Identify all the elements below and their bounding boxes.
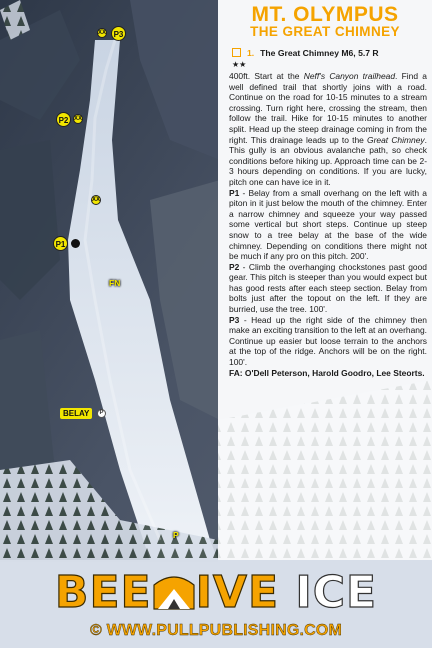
- beehive-icon: [152, 571, 196, 611]
- checkbox-icon: [232, 48, 241, 57]
- anchor-icon: XX: [92, 197, 101, 203]
- piton-icon: [71, 239, 80, 248]
- logo-text: ICE: [295, 567, 378, 618]
- pitch-3-paragraph: [229, 315, 427, 368]
- route-description: [229, 71, 427, 378]
- route-stars: ★★: [232, 60, 247, 69]
- approach-text: 400ft. Start at the: [229, 71, 304, 81]
- website-url[interactable]: © WWW.PULLPUBLISHING.COM: [89, 622, 343, 639]
- pitch-1-text: - Belay from a small overhang on the left with a piton in it just below the mouth of the chimney. Enter a narrow chimney and squeeze your way passed some vertical but short steps. Continue up steep snow to a tree belay at the base of the wide chimney. Depending on conditions there might not be much if any pro on this pitch. 200'.: [229, 187, 427, 262]
- pitch-marker-p3: P3: [111, 26, 126, 41]
- trailhead-name: Neff's Canyon trailhead: [303, 71, 396, 81]
- pitch-1-label: P1: [229, 187, 240, 198]
- piton-label: P: [173, 530, 179, 540]
- beehive-ice-logo: [0, 568, 432, 618]
- pitch-2-text: - Climb the overhanging chockstones past good gear. This pitch is steeper than you would expect but has good rests after each steep section. Belay from bolts just after the topout on the left. If they are burried, use the tree. 100'.: [229, 261, 427, 315]
- pitch-2-paragraph: [229, 262, 427, 315]
- approach-text: . This gully is an obvious avalanche path, so check conditions before hiking up. Approach time can be 2-3 hours depending on conditions. If you are lucky, pitch one can have ice in it.: [229, 134, 427, 187]
- pitch-marker-p1: P1: [53, 236, 68, 251]
- chimney-name: Great Chimney: [367, 134, 425, 145]
- route-number: 1.: [247, 48, 255, 58]
- anchor-icon: XX: [74, 116, 83, 122]
- approach-text: . Find a well defined trail that shortly joins with a road. Continue on the road for 10-15 minutes to a stream crossing. Turn right here, crossing the stream, then follow the trail. Hike for 10-15 minutes to another split. Head up the steep drainage coming in from the right. This drainage leads up to the: [229, 71, 428, 145]
- pitch-3-text: - Head up the right side of the chimney then make an exciting transition to the left at an overhang. Continue up easier but loose terrain to the anchors at the top of the ridge. Anchors will be on the right. 100'.: [229, 314, 427, 368]
- route-heading: [232, 48, 428, 70]
- pitch-marker-p2: P2: [56, 112, 71, 127]
- belay-label: BELAY: [60, 408, 92, 419]
- pitch-2-label: P2: [229, 261, 240, 272]
- logo-text: BEE: [54, 567, 152, 618]
- pitch-3-label: P3: [229, 314, 240, 325]
- page-title: MT. OLYMPUS: [251, 3, 399, 26]
- page-subtitle: THE GREAT CHIMNEY: [250, 24, 400, 39]
- piton-icon: P: [97, 409, 106, 418]
- anchor-icon: XX: [98, 30, 107, 36]
- fn-label: FN: [109, 278, 121, 288]
- pitch-1-paragraph: [229, 188, 427, 262]
- route-name: The Great Chimney M6, 5.7 R: [260, 48, 379, 58]
- first-ascent: FA: O'Dell Peterson, Harold Goodro, Lee Steorts.: [229, 367, 425, 378]
- approach-paragraph: [229, 71, 427, 188]
- logo-text: IVE: [195, 567, 280, 618]
